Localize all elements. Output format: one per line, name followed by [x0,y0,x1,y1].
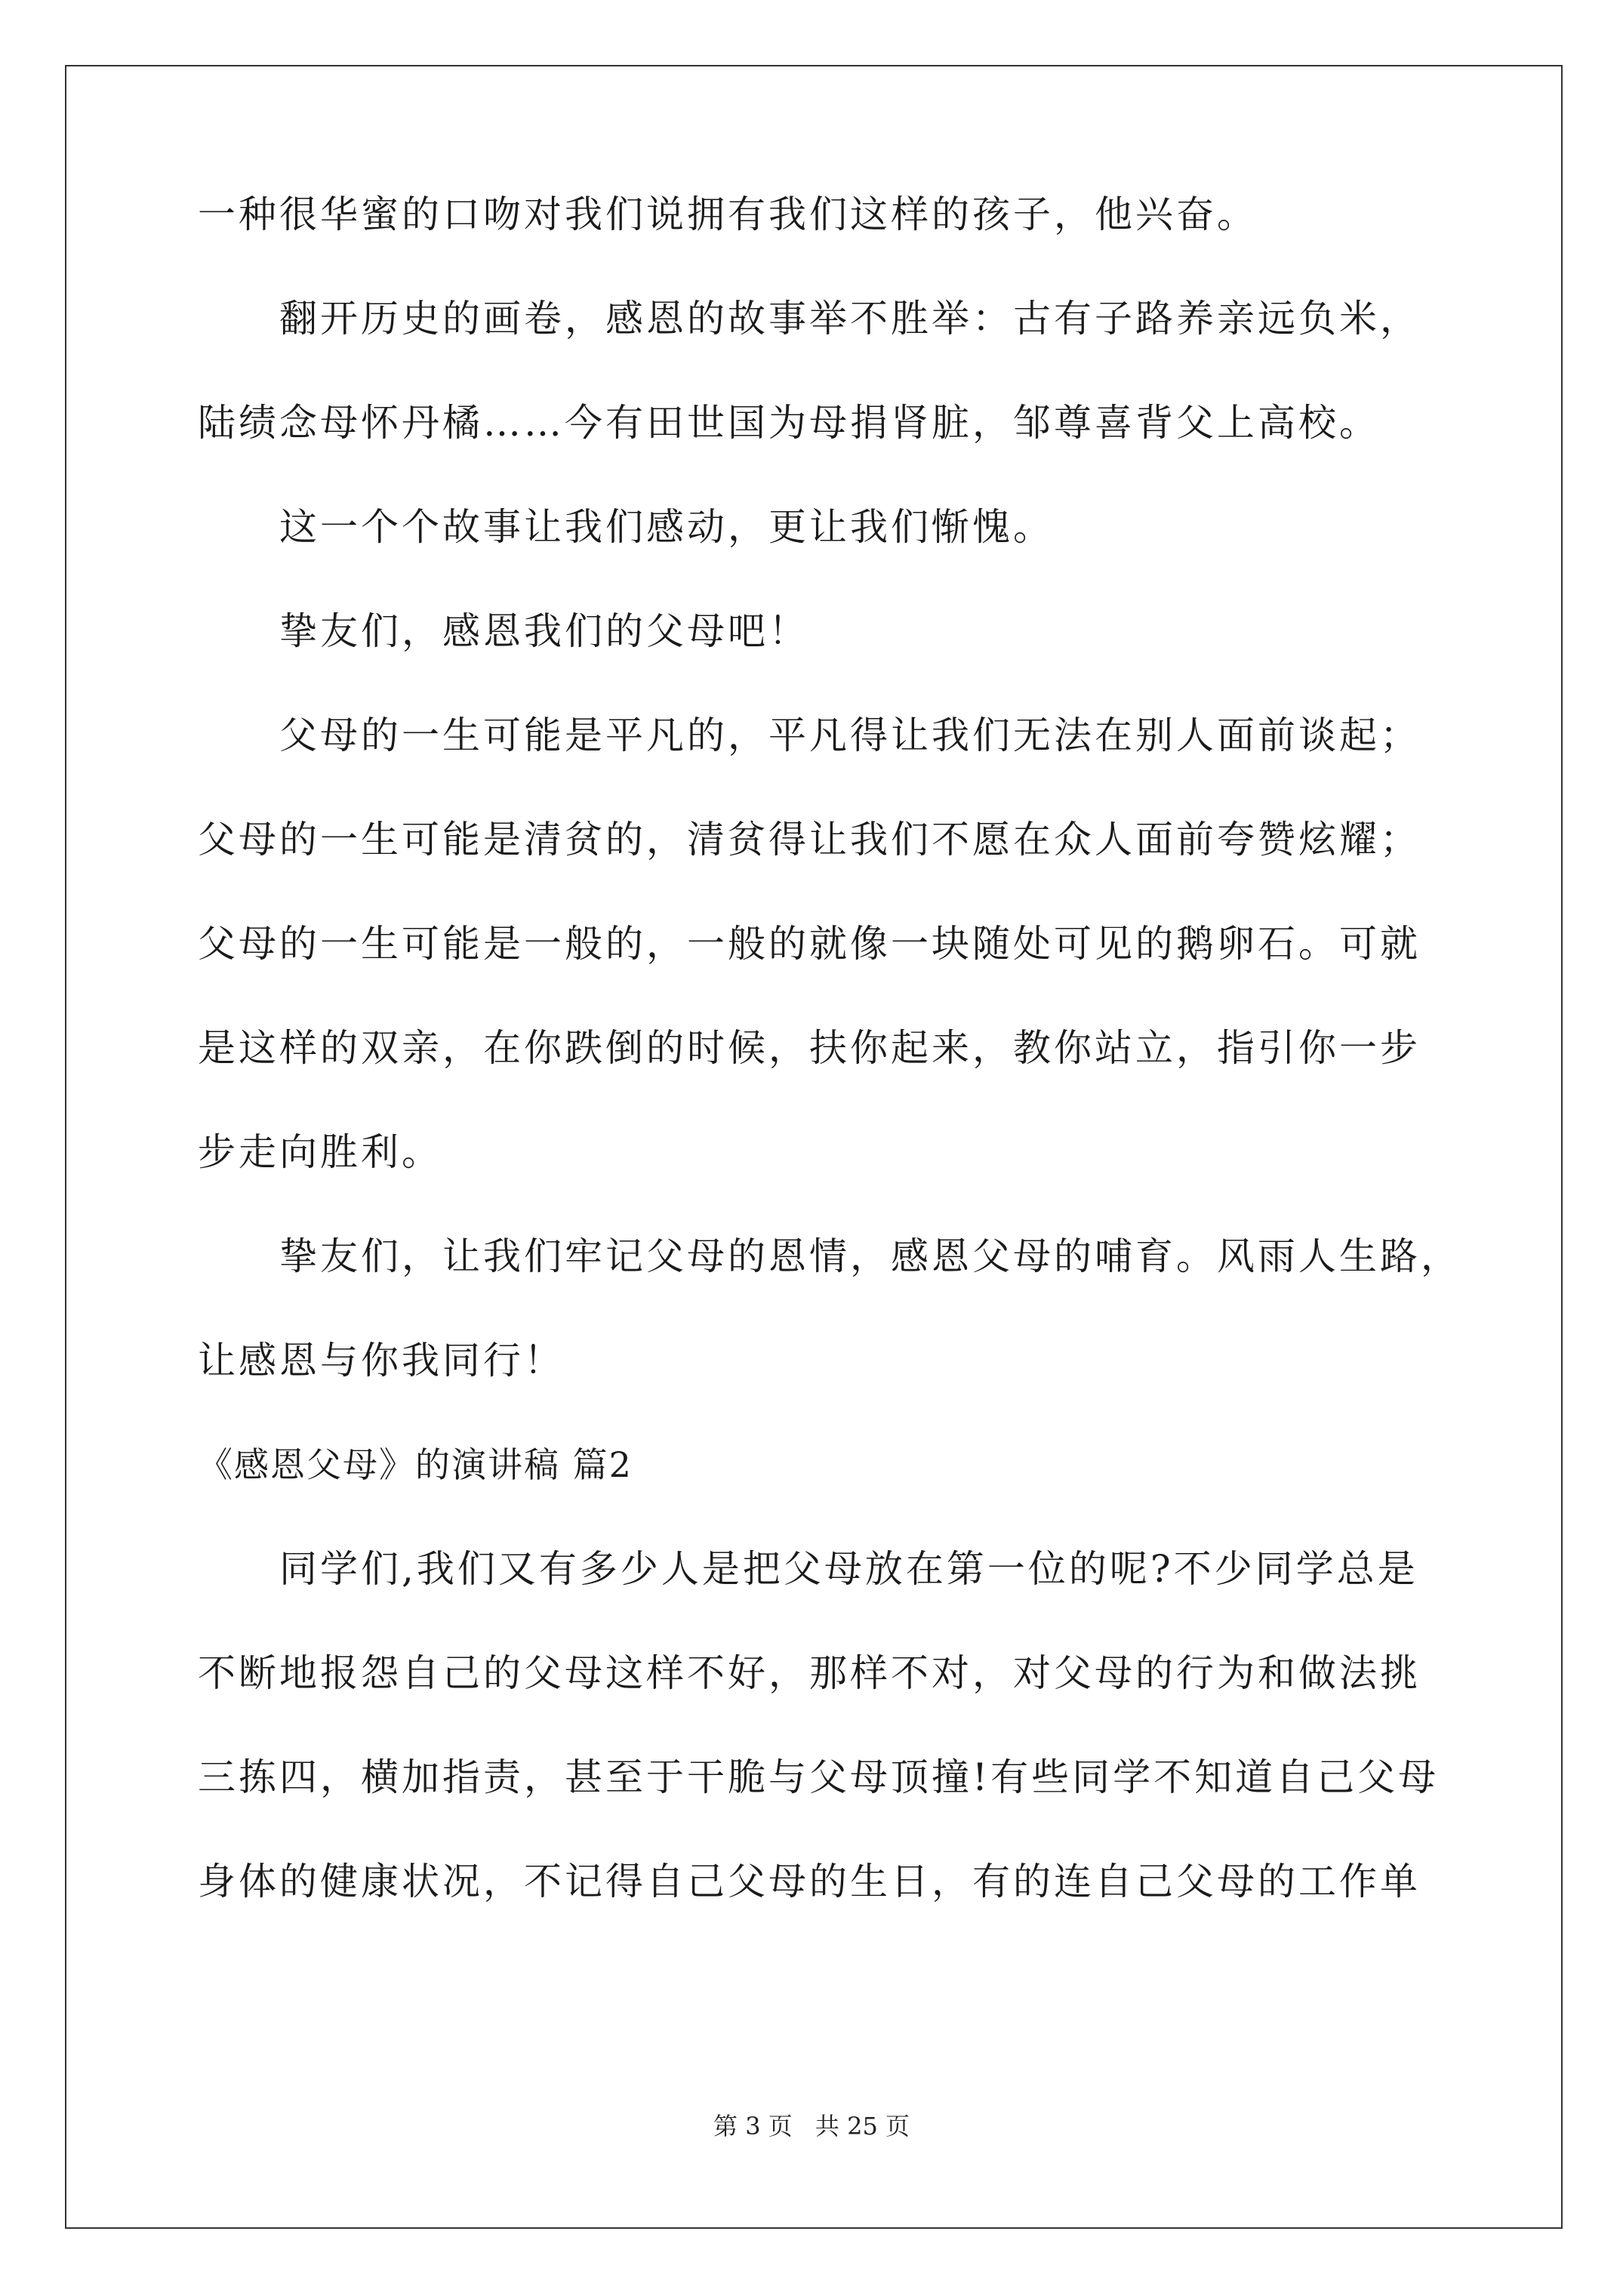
paragraph-line: 挚友们，让我们牢记父母的恩情，感恩父母的哺育。风雨人生路， [279,1234,1461,1278]
paragraph-line: 这一个个故事让我们感动，更让我们惭愧。 [279,505,1054,549]
section-heading: 《感恩父母》的演讲稿 篇2 [198,1444,633,1485]
page-number-total: 共 25 页 [815,2112,910,2140]
text-line: 三拣四，横加指责，甚至于干脆与父母顶撞!有些同学不知道自己父母 [198,1755,1440,1799]
text-line: 让感恩与你我同行！ [198,1339,565,1382]
paragraph-line: 同学们,我们又有多少人是把父母放在第一位的呢?不少同学总是 [279,1547,1418,1591]
text-line: 步走向胜利。 [198,1130,442,1174]
page-number-current: 第 3 页 [713,2112,793,2140]
text-line: 父母的一生可能是清贫的，清贫得让我们不愿在众人面前夸赞炫耀； [198,818,1421,861]
text-line: 父母的一生可能是一般的，一般的就像一块随处可见的鹅卵石。可就 [198,922,1421,966]
paragraph-line: 父母的一生可能是平凡的，平凡得让我们无法在别人面前谈起； [279,713,1421,757]
text-line: 是这样的双亲，在你跌倒的时候，扶你起来，教你站立，指引你一步 [198,1026,1421,1070]
paragraph-line: 翻开历史的画卷，感恩的故事举不胜举：古有子路养亲远负米， [279,297,1421,341]
text-line: 一种很华蜜的口吻对我们说拥有我们这样的孩子，他兴奋。 [198,193,1258,236]
text-line: 陆绩念母怀丹橘……今有田世国为母捐肾脏，邹尊喜背父上高校。 [198,401,1380,445]
paragraph-line: 挚友们，感恩我们的父母吧！ [279,609,809,653]
page-footer [0,2113,1623,2140]
text-line: 身体的健康状况，不记得自己父母的生日，有的连自己父母的工作单 [198,1860,1421,1903]
text-line: 不断地报怨自己的父母这样不好，那样不对，对父母的行为和做法挑 [198,1651,1421,1695]
